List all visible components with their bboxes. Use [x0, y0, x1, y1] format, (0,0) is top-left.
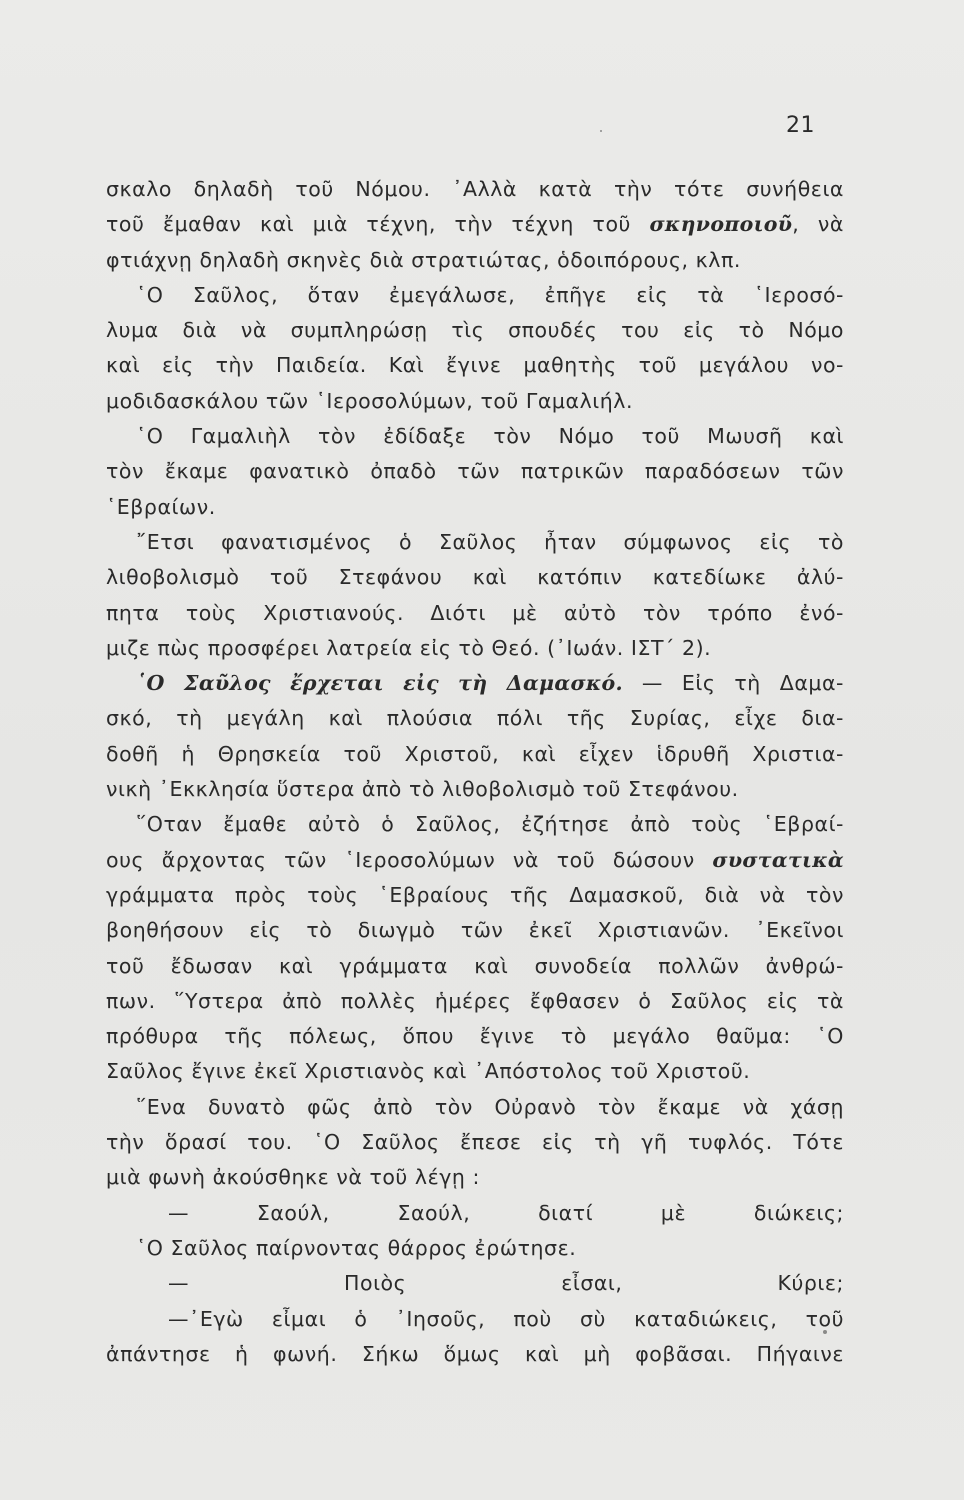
- text-line: [106, 1054, 844, 1089]
- text-line: [106, 207, 844, 242]
- text-segment: σκό, τὴ μεγάλη καὶ πλούσια πόλι τῆς Συρίας, εἶχε δια-: [106, 706, 844, 731]
- text-line: [106, 348, 844, 383]
- italic-phrase: σκηνοποιοῦ: [649, 212, 793, 237]
- text-line: [106, 278, 844, 313]
- italic-phrase: συστατικὰ: [712, 847, 844, 872]
- text-segment: μιὰ φωνὴ ἀκούσθηκε νὰ τοῦ λέγῃ :: [106, 1165, 480, 1190]
- text-segment: ἀπάντησε ἡ φωνή. Σήκω ὅμως καὶ μὴ φοβᾶσαι. Πήγαινε: [106, 1341, 844, 1366]
- text-line: [106, 631, 844, 666]
- text-segment: ῾Εβραίων.: [106, 494, 216, 519]
- text-line: [106, 1125, 844, 1160]
- italic-phrase: ῾Ο Σαῦλος ἔρχεται εἰς τὴ Δαμασκό.: [136, 671, 623, 696]
- text-line: [106, 384, 844, 419]
- text-line: [106, 1302, 844, 1337]
- text-segment: τὴν ὅρασί του. ῾Ο Σαῦλος ἔπεσε εἰς τὴ γῆ τυφλός. Τότε: [106, 1130, 844, 1155]
- text-line: [106, 949, 844, 984]
- paper-speck: [600, 130, 602, 132]
- text-segment: — Ποιὸς εἶσαι, Κύριε;: [168, 1271, 844, 1296]
- text-segment: γράμματα πρὸς τοὺς ῾Εβραίους τῆς Δαμασκοῦ, διὰ νὰ τὸν: [106, 882, 844, 907]
- text-line: [106, 984, 844, 1019]
- text-line: [106, 737, 844, 772]
- text-segment: πρόθυρα τῆς πόλεως, ὅπου ἔγινε τὸ μεγάλο θαῦμα: ῾Ο: [106, 1024, 844, 1049]
- text-segment: ῎Ετσι φανατισμένος ὁ Σαῦλος ἦταν σύμφωνος εἰς τὸ: [136, 529, 844, 554]
- text-line: [106, 843, 844, 878]
- text-segment: μιζε πὼς προσφέρει λατρεία εἰς τὸ Θεό. (᾿Ιωάν. ΙΣΤ΄ 2).: [106, 635, 712, 660]
- text-segment: μοδιδασκάλου τῶν ῾Ιεροσολύμων, τοῦ Γαμαλιήλ.: [106, 388, 634, 413]
- text-line: [106, 701, 844, 736]
- text-line: [106, 666, 844, 701]
- text-segment: — Σαούλ, Σαούλ, διατί μὲ διώκεις;: [168, 1200, 844, 1225]
- text-line: [106, 560, 844, 595]
- page-number: 21: [786, 113, 815, 138]
- text-segment: ῾Ο Σαῦλος παίρνοντας θάρρος ἐρώτησε.: [136, 1235, 577, 1260]
- text-segment: λιθοβολισμὸ τοῦ Στεφάνου καὶ κατόπιν κατεδίωκε ἀλύ-: [106, 565, 844, 590]
- text-segment: πητα τοὺς Χριστιανούς. Διότι μὲ αὐτὸ τὸν τρόπο ἐνό-: [106, 600, 844, 625]
- text-segment: τὸν ἔκαμε φανατικὸ ὀπαδὸ τῶν πατρικῶν παραδόσεων τῶν: [106, 459, 844, 484]
- text-segment: ους ἄρχοντας τῶν ῾Ιεροσολύμων νὰ τοῦ δώσουν: [106, 847, 713, 872]
- text-line: [106, 1019, 844, 1054]
- text-segment: —᾿Εγὼ εἶμαι ὁ ᾿Ιησοῦς, ποὺ σὺ καταδιώκεις, τοῦ: [168, 1306, 844, 1331]
- text-line: [106, 454, 844, 489]
- text-segment: σκαλο δηλαδὴ τοῦ Νόμου. ᾿Αλλὰ κατὰ τὴν τότε συνήθεια: [106, 177, 844, 201]
- text-line: [106, 913, 844, 948]
- text-segment: πων. ῞Υστερα ἀπὸ πολλὲς ἡμέρες ἔφθασεν ὁ Σαῦλος εἰς τὰ: [106, 988, 844, 1013]
- text-line: [106, 807, 844, 842]
- text-segment: ῾Ο Γαμαλιὴλ τὸν ἐδίδαξε τὸν Νόμο τοῦ Μωυσῆ καὶ: [136, 424, 844, 449]
- text-line: [106, 1090, 844, 1125]
- text-segment: φτιάχνῃ δηλαδὴ σκηνὲς διὰ στρατιώτας, ὁδοιπόρους, κλπ.: [106, 247, 741, 272]
- text-line: [106, 1337, 844, 1372]
- text-line: [106, 243, 844, 278]
- text-line: [106, 1266, 844, 1301]
- body-text: [106, 172, 844, 1372]
- text-segment: ῞Ενα δυνατὸ φῶς ἀπὸ τὸν Οὐρανὸ τὸν ἔκαμε νὰ χάσῃ: [136, 1094, 844, 1119]
- text-line: [106, 772, 844, 807]
- text-line: [106, 490, 844, 525]
- text-segment: νικὴ ᾿Εκκλησία ὕστερα ἀπὸ τὸ λιθοβολισμὸ τοῦ Στεφάνου.: [106, 777, 739, 802]
- text-line: [106, 1196, 844, 1231]
- paper-speck: [823, 1330, 827, 1334]
- text-segment: Σαῦλος ἔγινε ἐκεῖ Χριστιανὸς καὶ ᾿Απόστολος τοῦ Χριστοῦ.: [106, 1059, 751, 1084]
- text-segment: τοῦ ἔδωσαν καὶ γράμματα καὶ συνοδεία πολλῶν ἀνθρώ-: [106, 953, 844, 978]
- text-line: [106, 1160, 844, 1195]
- text-segment: ῞Οταν ἔμαθε αὐτὸ ὁ Σαῦλος, ἐζήτησε ἀπὸ τοὺς ῾Εβραί-: [136, 812, 844, 837]
- text-line: [106, 878, 844, 913]
- text-segment: τοῦ ἔμαθαν καὶ μιὰ τέχνη, τὴν τέχνη τοῦ: [106, 212, 650, 237]
- text-segment: δοθῆ ἡ Θρησκεία τοῦ Χριστοῦ, καὶ εἶχεν ἱδρυθῆ Χριστια-: [106, 741, 844, 766]
- text-line: [106, 1231, 844, 1266]
- text-segment: , νὰ: [792, 212, 844, 237]
- text-segment: βοηθήσουν εἰς τὸ διωγμὸ τῶν ἐκεῖ Χριστιανῶν. ᾿Εκεῖνοι: [106, 918, 844, 943]
- text-segment: καὶ εἰς τὴν Παιδεία. Καὶ ἔγινε μαθητὴς τοῦ μεγάλου νο-: [106, 353, 844, 378]
- text-line: [106, 596, 844, 631]
- text-segment: λυμα διὰ νὰ συμπληρώσῃ τὶς σπουδές του εἰς τὸ Νόμο: [106, 318, 844, 343]
- text-line: [106, 313, 844, 348]
- text-segment: — Εἰς τὴ Δαμα-: [622, 671, 844, 696]
- text-line: [106, 525, 844, 560]
- text-line: [106, 172, 844, 207]
- text-segment: ῾Ο Σαῦλος, ὅταν ἐμεγάλωσε, ἐπῆγε εἰς τὰ ῾Ιεροσό-: [136, 282, 844, 307]
- text-line: [106, 419, 844, 454]
